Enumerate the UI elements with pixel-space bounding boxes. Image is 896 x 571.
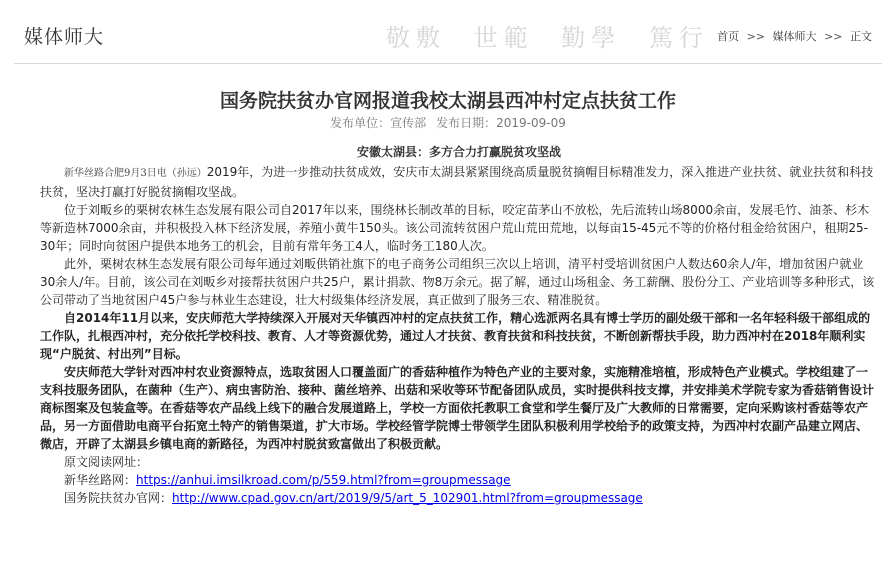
article-paragraph-3: 此外，栗树农林生态发展有限公司每年通过刘畈供销社旗下的电子商务公司组织三次以上培训，清平村受培训贫困户人数达60余人/年，增加贫困户就业30余人/年。目前，该公司在刘畈乡对接帮扶贫困户共25户，累计捐款、物8万余元。据了解，通过山场租金、务工薪酬、股份分工、产业培训等多种形式，该公司带动了当地贫困户45户参与林业生态建设，壮大村级集体经济发展，真正做到了服务三农、精准脱贫。 [40, 257, 875, 307]
article-paragraph-1 [40, 163, 878, 201]
links-heading: 原文阅读网址： [64, 455, 149, 469]
page-header [0, 0, 896, 68]
breadcrumb-home-link[interactable]: 首页 [717, 30, 740, 43]
publisher-label: 发布单位：宣传部 [330, 116, 427, 130]
breadcrumb-separator: >> [746, 30, 766, 43]
breadcrumb [717, 28, 872, 44]
motto-char-3: 勤學 [561, 24, 622, 52]
article-title: 国务院扶贫办官网报道我校太湖县西冲村定点扶贫工作 [219, 90, 676, 112]
article-paragraph-2: 位于刘畈乡的栗树农林生态发展有限公司自2017年以来，围绕林长制改革的目标，咬定苗茅山不放松，先后流转山场8000余亩，发展毛竹、油茶、杉木等新造林7000余亩，并积极投入林下经济发展，养殖小黄牛150头。该公司流转贫困户荒山荒田荒地，以每亩15-45元不等的价格付租金给贫困户，租期25-30年；同时向贫困户提供本地务工的机会，目前有常年务工4人，临时务工180人次。 [40, 203, 870, 253]
source-link-row-2 [40, 489, 878, 507]
source-link-cpad[interactable]: http://www.cpad.gov.cn/art/2019/9/5/art_5_102901.html?from=groupmessage [172, 491, 643, 505]
source-link-row-1 [40, 471, 878, 489]
paragraph-1-text: 2019年，为进一步推动扶贫成效，安庆市太湖县紧紧围绕高质量脱贫摘帽目标精准发力，深入推进产业扶贫、就业扶贫和科技扶贫，坚决打赢打好脱贫摘帽攻坚战。 [40, 165, 874, 199]
motto-char-4: 篤行 [648, 24, 709, 52]
article-meta [0, 114, 896, 131]
source-link-label-2: 国务院扶贫办官网： [64, 491, 173, 505]
article-body [40, 143, 878, 507]
source-link-xinhua[interactable]: https://anhui.imsilkroad.com/p/559.html?from=groupmessage [136, 473, 511, 487]
site-name[interactable]: 媒体师大 [24, 26, 105, 48]
article-paragraph-4: 自2014年11月以来，安庆师范大学持续深入开展对天华镇西冲村的定点扶贫工作，精心选派两名具有博士学历的副处级干部和一名年轻科级干部组成的工作队，扎根西冲村，充分依托学校科技、教育、人才等资源优势，通过人才扶贫、教育扶贫和科技扶贫，不断创新帮扶手段，助力西冲村在2018年顺利实现“户脱贫、村出列”目标。 [40, 311, 871, 361]
news-source: 新华丝路合肥9月3日电（孙远） [64, 168, 207, 179]
motto-char-2: 世範 [473, 24, 534, 52]
source-link-label-1: 新华丝路网： [64, 473, 137, 487]
school-motto [386, 18, 723, 53]
breadcrumb-separator: >> [824, 30, 843, 43]
breadcrumb-section-link[interactable]: 媒体师大 [772, 30, 817, 43]
header-divider [14, 63, 882, 64]
article-subtitle: 安徽太湖县：多方合力打赢脱贫攻坚战 [356, 145, 561, 159]
motto-char-1: 敬敷 [386, 24, 446, 52]
article-paragraph-5: 安庆师范大学针对西冲村农业资源特点，选取贫困人口覆盖面广的香菇种植作为特色产业的主要对象，实施精准培植，形成特色产业模式。学校组建了一支科技服务团队，在菌种（生产）、病虫害防治、接种、菌丝培养、出菇和采收等环节配备团队成员，实时提供科技支撑，并安排美术学院专家为香菇销售设计商标图案及包装盒等。在香菇等农产品线上线下的融合发展道路上，学校一方面依托教职工食堂和学生餐厅及广大教师的日常需要，定向采购该村香菇等农产品，另一方面借助电商平台拓宽土特产的销售渠道，扩大市场。学校经管学院博士带领学生团队积极利用学校给予的政策支持，为西冲村农副产品建立网店、微店，开辟了太湖县乡镇电商的新路径，为西冲村脱贫致富做出了积极贡献。 [40, 365, 875, 451]
breadcrumb-current: 正文 [850, 30, 872, 43]
publish-date: 发布日期：2019-09-09 [436, 116, 566, 130]
